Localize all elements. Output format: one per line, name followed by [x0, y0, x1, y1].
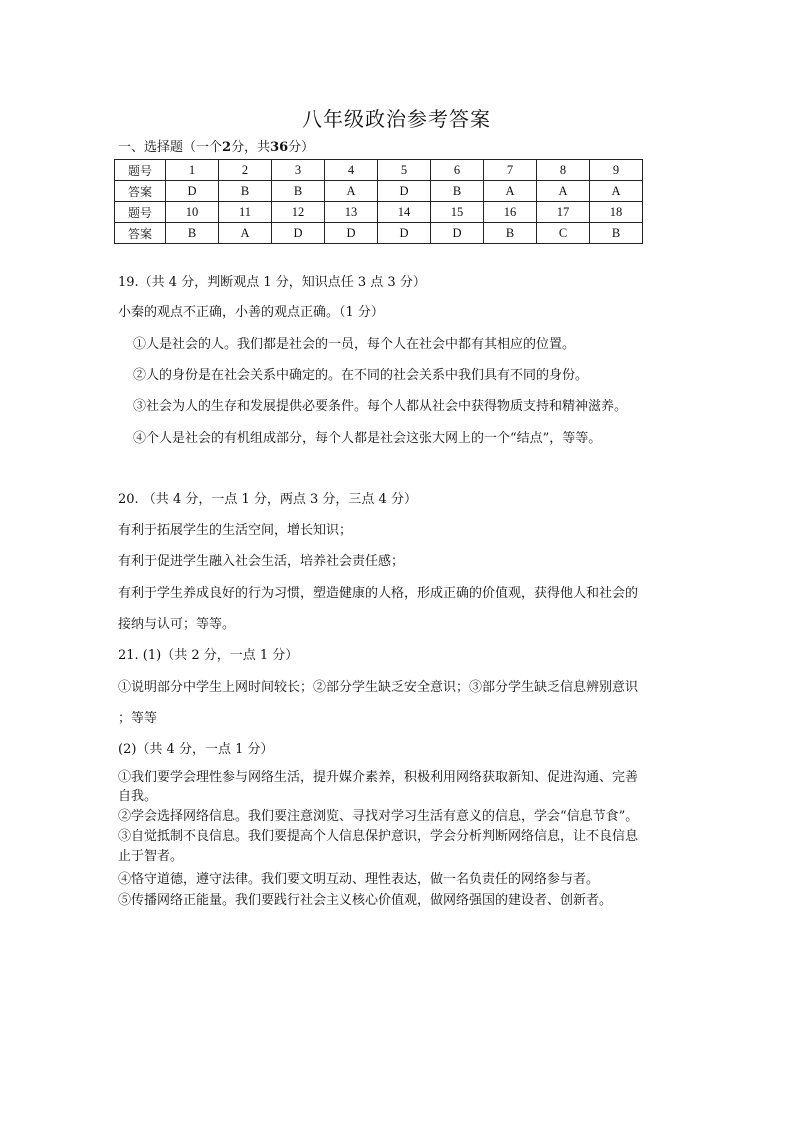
table-cell: 9 [590, 160, 643, 181]
q21-part2-line: ⑤传播网络正能量。我们要践行社会主义核心价值观，做网络强国的建设者、创新者。 [118, 893, 613, 908]
table-cell: 17 [537, 202, 590, 223]
page-title: 八年级政治参考答案 [302, 107, 491, 131]
section1-heading-points: 2 [222, 140, 232, 155]
table-cell: 14 [378, 202, 431, 223]
table-cell: B [484, 223, 537, 244]
table-cell: A [590, 181, 643, 202]
table-cell: A [325, 181, 378, 202]
table-cell: D [378, 223, 431, 244]
table-cell: 12 [272, 202, 325, 223]
section1-heading [118, 140, 314, 156]
q21-part2-line: 自我。 [118, 789, 158, 804]
q21-part1-header: 21. (1)（共 2 分，一点 1 分） [118, 648, 299, 663]
table-cell: A [219, 223, 272, 244]
table-cell: 8 [537, 160, 590, 181]
q21-part2-line: ③自觉抵制不良信息。我们要提高个人信息保护意识，学会分析判断网络信息，让不良信息 [118, 829, 639, 844]
q21-part2-line: ④恪守道德，遵守法律。我们要文明互动、理性表达，做一名负责任的网络参与者。 [118, 872, 600, 887]
q21-part2-line: ②学会选择网络信息。我们要注意浏览、寻找对学习生活有意义的信息，学会“信息节食”。 [118, 809, 639, 824]
section1-heading-suffix: 分） [288, 140, 315, 155]
table-row [115, 160, 643, 181]
q19-judgement: 小秦的观点不正确，小善的观点正确。（1 分） [118, 305, 384, 320]
table-row-label: 答案 [115, 181, 166, 202]
table-cell: D [431, 223, 484, 244]
table-cell: 7 [484, 160, 537, 181]
table-cell: 2 [219, 160, 272, 181]
table-cell: C [537, 223, 590, 244]
q19-point: ④个人是社会的有机组成部分，每个人都是社会这张大网上的一个“结点”，等等。 [133, 431, 602, 446]
table-cell: B [166, 223, 219, 244]
table-cell: 11 [219, 202, 272, 223]
table-cell: 3 [272, 160, 325, 181]
q20-line: 有利于学生养成良好的行为习惯，塑造健康的人格，形成正确的价值观，获得他人和社会的 [118, 586, 639, 601]
table-cell: B [431, 181, 484, 202]
table-row [115, 202, 643, 223]
table-cell: 1 [166, 160, 219, 181]
q20-line: 接纳与认可；等等。 [118, 617, 236, 632]
q21-part2-header: (2)（共 4 分，一点 1 分） [118, 742, 274, 757]
table-cell: 15 [431, 202, 484, 223]
section1-heading-prefix: 一、选择题（一个 [118, 140, 223, 155]
q20-line: 有利于拓展学生的生活空间，增长知识； [118, 523, 353, 538]
q19-header: 19.（共 4 分，判断观点 1 分，知识点任 3 点 3 分） [118, 275, 426, 290]
table-cell: 10 [166, 202, 219, 223]
q21-part1-line: ；等等 [118, 711, 158, 726]
section1-heading-total: 36 [270, 140, 289, 155]
table-cell: 13 [325, 202, 378, 223]
table-cell: D [272, 223, 325, 244]
q20-line: 有利于促进学生融入社会生活，培养社会责任感； [118, 554, 405, 569]
table-row-label: 题号 [115, 160, 166, 181]
q19-point: ③社会为人的生存和发展提供必要条件。每个人都从社会中获得物质支持和精神滋养。 [133, 399, 628, 414]
q21-part2-line: 止于智者。 [118, 849, 184, 864]
table-cell: 4 [325, 160, 378, 181]
q20-header: 20. （共 4 分，一点 1 分，两点 3 分，三点 4 分） [118, 492, 417, 507]
table-cell: B [590, 223, 643, 244]
table-row-label: 答案 [115, 223, 166, 244]
q21-part1-line: ①说明部分中学生上网时间较长；②部分学生缺乏安全意识；③部分学生缺乏信息辨别意识 [118, 680, 639, 695]
table-cell: 5 [378, 160, 431, 181]
table-cell: D [166, 181, 219, 202]
table-cell: 16 [484, 202, 537, 223]
table-cell: A [484, 181, 537, 202]
table-row-label: 题号 [115, 202, 166, 223]
section1-heading-mid: 分，共 [231, 140, 271, 155]
table-cell: 6 [431, 160, 484, 181]
answer-table [114, 159, 643, 244]
table-cell: B [219, 181, 272, 202]
q19-point: ②人的身份是在社会关系中确定的。在不同的社会关系中我们具有不同的身份。 [133, 368, 589, 383]
q19-point: ①人是社会的人。我们都是社会的一员，每个人在社会中都有其相应的位置。 [133, 337, 576, 352]
q21-part2-line: ①我们要学会理性参与网络生活，提升媒介素养，积极利用网络获取新知、促进沟通、完善 [118, 770, 639, 785]
table-cell: D [325, 223, 378, 244]
table-row [115, 181, 643, 202]
table-row [115, 223, 643, 244]
table-cell: A [537, 181, 590, 202]
table-cell: B [272, 181, 325, 202]
table-cell: D [378, 181, 431, 202]
table-cell: 18 [590, 202, 643, 223]
